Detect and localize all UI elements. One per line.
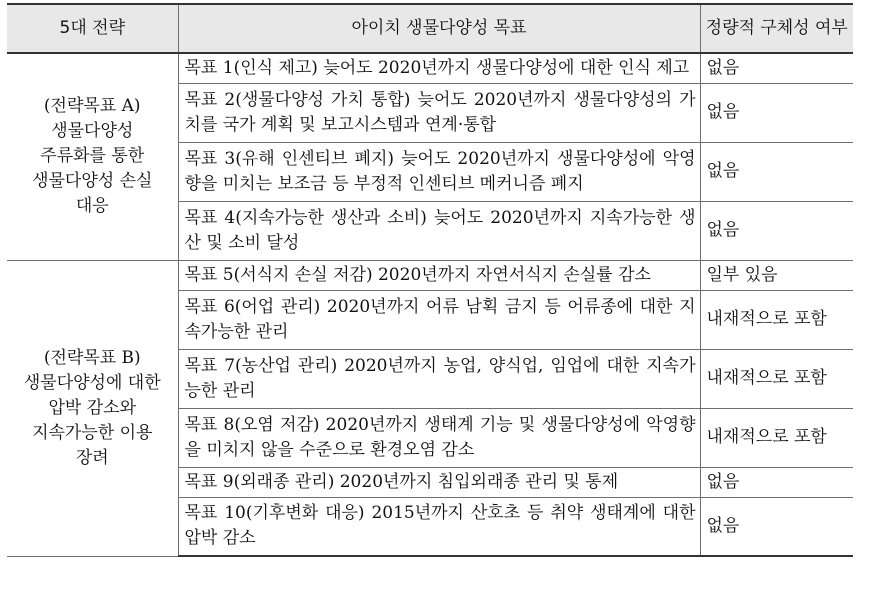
goal-cell: 목표 10(기후변화 대응) 2015년까지 산호초 등 취약 생태계에 대한 압박 감소: [178, 497, 700, 556]
quant-cell: 내재적으로 포함: [700, 349, 853, 408]
header-quantitative: 정량적 구체성 여부: [700, 4, 853, 53]
strategy-line: 압박 감소와: [48, 397, 136, 418]
quant-cell: 없음: [700, 53, 853, 83]
strategy-line: 장려: [75, 447, 109, 468]
quant-cell: 없음: [700, 497, 853, 556]
quant-cell: 없음: [700, 142, 853, 201]
quant-cell: 내재적으로 포함: [700, 408, 853, 467]
strategy-line: 생물다양성: [51, 121, 134, 142]
strategy-line: 생물다양성 손실: [32, 171, 153, 192]
header-row: [7, 4, 853, 53]
goal-cell: 목표 6(어업 관리) 2020년까지 어류 남획 금지 등 어류종에 대한 지속가능한 관리: [178, 290, 700, 349]
aichi-targets-table: [7, 3, 853, 557]
quant-cell: 일부 있음: [700, 260, 853, 290]
strategy-line: (전략목표 A): [43, 96, 141, 117]
goal-cell: 목표 7(농산업 관리) 2020년까지 농업, 양식업, 임업에 대한 지속가능한 관리: [178, 349, 700, 408]
goal-cell: 목표 4(지속가능한 생산과 소비) 늦어도 2020년까지 지속가능한 생산 및 소비 달성: [178, 201, 700, 260]
goal-cell: 목표 9(외래종 관리) 2020년까지 침입외래종 관리 및 통제: [178, 467, 700, 497]
strategy-b-cell: [7, 260, 178, 556]
header-strategy: 5대 전략: [7, 4, 178, 53]
strategy-a-cell: [7, 53, 178, 260]
strategy-line: 지속가능한 이용: [32, 422, 153, 443]
quant-cell: 없음: [700, 201, 853, 260]
strategy-line: 주류화를 통한: [40, 146, 145, 167]
goal-cell: 목표 5(서식지 손실 저감) 2020년까지 자연서식지 손실률 감소: [178, 260, 700, 290]
quant-cell: 없음: [700, 467, 853, 497]
goal-cell: 목표 2(생물다양성 가치 통합) 늦어도 2020년까지 생물다양성의 가치를 국가 계획 및 보고시스템과 연계·통합: [178, 83, 700, 142]
goal-cell: 목표 8(오염 저감) 2020년까지 생태계 기능 및 생물다양성에 악영향을 미치지 않을 수준으로 환경오염 감소: [178, 408, 700, 467]
table-row: [7, 260, 853, 290]
strategy-line: 생물다양성에 대한: [23, 372, 161, 393]
table-row: [7, 53, 853, 83]
goal-cell: 목표 1(인식 제고) 늦어도 2020년까지 생물다양성에 대한 인식 제고: [178, 53, 700, 83]
strategy-line: (전략목표 B): [43, 347, 141, 368]
header-aichi-target: 아이치 생물다양성 목표: [178, 4, 700, 53]
goal-cell: 목표 3(유해 인센티브 폐지) 늦어도 2020년까지 생물다양성에 악영향을 미치는 보조금 등 부정적 인센티브 메커니즘 폐지: [178, 142, 700, 201]
strategy-line: 대응: [75, 196, 109, 217]
quant-cell: 내재적으로 포함: [700, 290, 853, 349]
quant-cell: 없음: [700, 83, 853, 142]
